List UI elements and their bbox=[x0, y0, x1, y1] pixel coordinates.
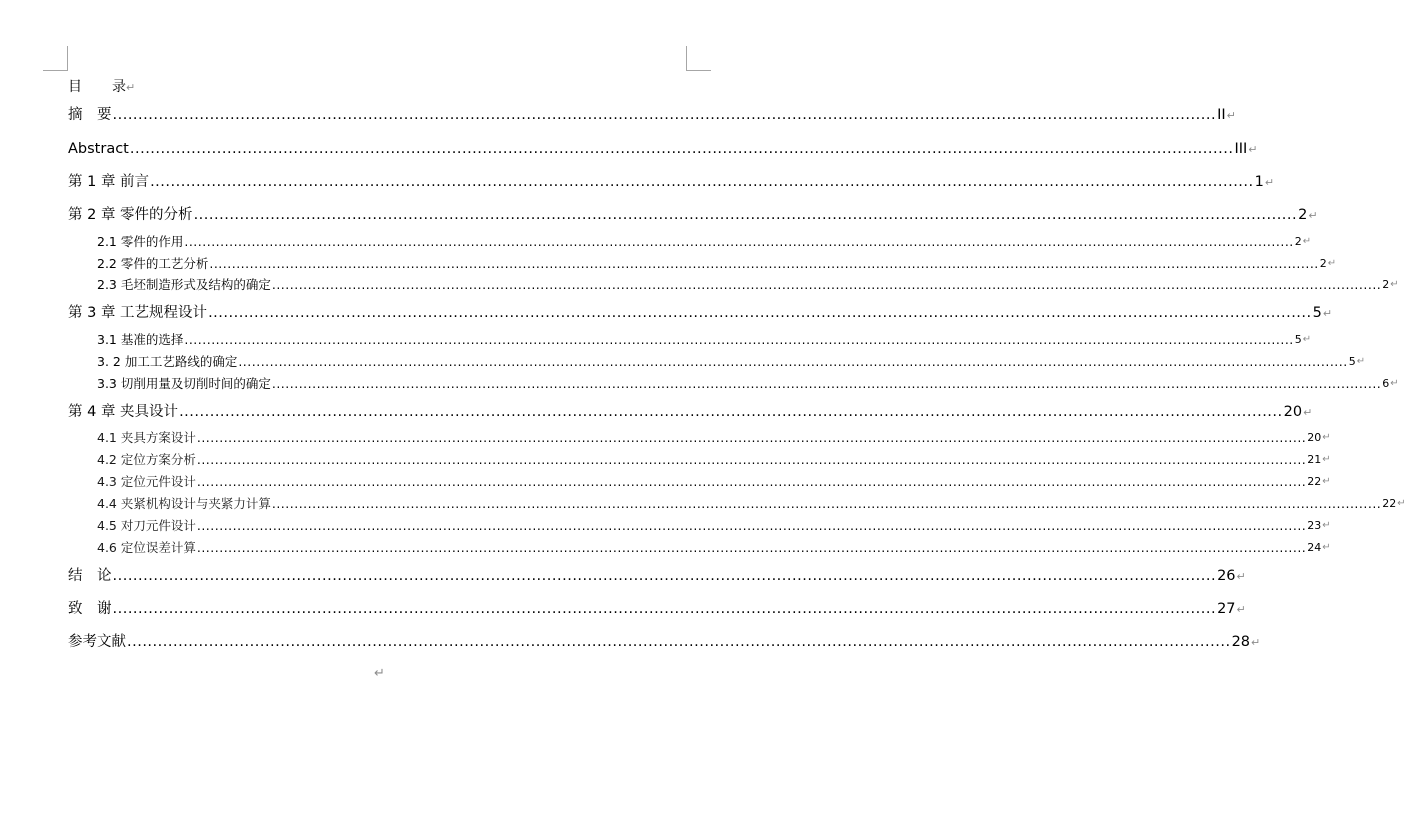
toc-entry-label: 4.4 夹紧机构设计与夹紧力计算 bbox=[97, 496, 271, 511]
dot-leader: ........................................................................................................................................................................................................................................................ bbox=[196, 540, 1307, 555]
toc-entry-page: III bbox=[1234, 141, 1248, 157]
paragraph-mark-icon: ↵ bbox=[1322, 476, 1331, 487]
toc-entry-label: 摘 要 bbox=[68, 107, 112, 123]
toc-entry-page: 20 bbox=[1307, 431, 1322, 444]
toc-entry-label: 3.1 基准的选择 bbox=[97, 332, 184, 347]
toc-entry-4-1[interactable] bbox=[97, 430, 1331, 446]
dot-leader: ........................................................................................................................................................................................................................ bbox=[112, 107, 1217, 123]
paragraph-mark-icon: ↵ bbox=[1327, 258, 1337, 269]
dot-leader: ........................................................................................................................................................................................................................................................ bbox=[196, 474, 1307, 489]
crop-mark-top-right bbox=[686, 46, 711, 71]
toc-entry-acknowledgements[interactable] bbox=[68, 600, 1246, 619]
toc-title-left: 目 bbox=[68, 79, 82, 95]
toc-entry-page: 22 bbox=[1382, 497, 1397, 510]
toc-entry-label: 3. 2 加工工艺路线的确定 bbox=[97, 354, 238, 369]
toc-entry-label: 第 3 章 工艺规程设计 bbox=[68, 305, 208, 321]
toc-entry-page: 5 bbox=[1348, 355, 1356, 368]
toc-entry-page: 27 bbox=[1217, 601, 1236, 617]
toc-title-right: 录 bbox=[112, 79, 126, 95]
toc-entry-page: 2 bbox=[1298, 207, 1308, 223]
dot-leader: ........................................................................................................................................................................................................................ bbox=[127, 634, 1231, 650]
dot-leader: ........................................................................................................................................................................................................................................................ bbox=[196, 430, 1307, 445]
toc-entry-page: 24 bbox=[1307, 541, 1322, 554]
toc-entry-3-1[interactable] bbox=[97, 332, 1312, 348]
dot-leader: ........................................................................................................................................................................................................................................................ bbox=[209, 256, 1319, 271]
dot-leader: ........................................................................................................................................................................................................................ bbox=[129, 141, 1234, 157]
paragraph-mark-icon: ↵ bbox=[1236, 603, 1246, 616]
dot-leader: ........................................................................................................................................................................................................................ bbox=[208, 305, 1312, 321]
toc-entry-4-5[interactable] bbox=[97, 518, 1331, 534]
toc-entry-page: 5 bbox=[1312, 305, 1322, 321]
paragraph-mark-icon: ↵ bbox=[1390, 279, 1399, 290]
toc-title bbox=[68, 78, 135, 97]
toc-entry-label: 结 论 bbox=[68, 568, 112, 584]
toc-entry-label: Abstract bbox=[68, 141, 129, 157]
paragraph-mark-icon: ↵ bbox=[1397, 498, 1406, 509]
toc-entry-abstract-cn[interactable] bbox=[68, 106, 1236, 125]
paragraph-mark-icon: ↵ bbox=[1226, 109, 1236, 122]
toc-entry-label: 3.3 切削用量及切削时间的确定 bbox=[97, 376, 271, 391]
toc-entry-label: 第 2 章 零件的分析 bbox=[68, 207, 193, 223]
dot-leader: ........................................................................................................................................................................................................................ bbox=[193, 207, 1298, 223]
dot-leader: ........................................................................................................................................................................................................................................................ bbox=[184, 332, 1294, 347]
toc-entry-label: 2.3 毛坯制造形式及结构的确定 bbox=[97, 277, 271, 292]
toc-entry-chapter-1[interactable] bbox=[68, 173, 1275, 192]
toc-entry-4-3[interactable] bbox=[97, 474, 1331, 490]
dot-leader: ........................................................................................................................................................................................................................ bbox=[179, 404, 1283, 420]
paragraph-mark-icon: ↵ bbox=[1322, 307, 1333, 320]
paragraph-mark-icon: ↵ bbox=[374, 666, 385, 681]
dot-leader: ........................................................................................................................................................................................................................................................ bbox=[271, 376, 1382, 391]
toc-entry-4-6[interactable] bbox=[97, 540, 1331, 556]
toc-entry-label: 第 1 章 前言 bbox=[68, 174, 150, 190]
dot-leader: ........................................................................................................................................................................................................................ bbox=[150, 174, 1254, 190]
toc-entry-label: 4.2 定位方案分析 bbox=[97, 452, 196, 467]
toc-entry-label: 4.6 定位误差计算 bbox=[97, 540, 196, 555]
toc-entry-label: 2.1 零件的作用 bbox=[97, 234, 184, 249]
toc-entry-label: 参考文献 bbox=[68, 634, 126, 650]
dot-leader: ........................................................................................................................................................................................................................................................ bbox=[238, 354, 1348, 369]
dot-leader: ........................................................................................................................................................................................................................ bbox=[112, 568, 1217, 584]
toc-entry-page: 2 bbox=[1319, 257, 1327, 270]
toc-entry-chapter-3[interactable] bbox=[68, 304, 1333, 323]
toc-entry-label: 第 4 章 夹具设计 bbox=[68, 404, 179, 420]
dot-leader: ........................................................................................................................................................................................................................................................ bbox=[271, 277, 1382, 292]
toc-entry-page: 6 bbox=[1382, 377, 1390, 390]
paragraph-mark-icon: ↵ bbox=[1236, 570, 1246, 583]
toc-entry-4-2[interactable] bbox=[97, 452, 1331, 468]
paragraph-mark-icon: ↵ bbox=[1303, 406, 1313, 419]
toc-entry-page: 22 bbox=[1307, 475, 1322, 488]
toc-entry-3-2[interactable] bbox=[97, 354, 1366, 370]
toc-entry-label: 致 谢 bbox=[68, 601, 112, 617]
paragraph-mark-icon: ↵ bbox=[1322, 432, 1331, 443]
paragraph-mark-icon: ↵ bbox=[126, 81, 136, 94]
toc-entry-conclusion[interactable] bbox=[68, 567, 1246, 586]
paragraph-mark-icon: ↵ bbox=[1356, 356, 1366, 367]
toc-entry-label: 2.2 零件的工艺分析 bbox=[97, 256, 209, 271]
toc-entry-page: 28 bbox=[1231, 634, 1251, 650]
paragraph-mark-icon: ↵ bbox=[1322, 454, 1331, 465]
paragraph-mark-icon: ↵ bbox=[1322, 542, 1331, 553]
paragraph-mark-icon: ↵ bbox=[1264, 176, 1275, 189]
toc-entry-references[interactable] bbox=[68, 633, 1261, 652]
toc-entry-label: 4.5 对刀元件设计 bbox=[97, 518, 196, 533]
crop-mark-top-left bbox=[43, 46, 68, 71]
paragraph-mark-icon: ↵ bbox=[1248, 143, 1258, 156]
toc-entry-chapter-4[interactable] bbox=[68, 403, 1313, 422]
dot-leader: ........................................................................................................................................................................................................................................................ bbox=[196, 518, 1307, 533]
toc-entry-label: 4.3 定位元件设计 bbox=[97, 474, 196, 489]
toc-entry-page: 2 bbox=[1382, 278, 1390, 291]
toc-entry-3-3[interactable] bbox=[97, 376, 1399, 392]
toc-entry-page: 26 bbox=[1217, 568, 1236, 584]
toc-entry-2-1[interactable] bbox=[97, 234, 1312, 250]
toc-entry-2-3[interactable] bbox=[97, 277, 1399, 293]
toc-entry-4-4[interactable] bbox=[97, 496, 1406, 512]
toc-entry-page: 21 bbox=[1307, 453, 1322, 466]
toc-entry-page: 23 bbox=[1307, 519, 1322, 532]
toc-entry-abstract[interactable] bbox=[68, 140, 1258, 159]
paragraph-mark-icon: ↵ bbox=[1308, 209, 1318, 222]
toc-entry-label: 4.1 夹具方案设计 bbox=[97, 430, 196, 445]
toc-entry-page: II bbox=[1217, 107, 1226, 123]
dot-leader: ........................................................................................................................................................................................................................ bbox=[112, 601, 1217, 617]
paragraph-mark-icon: ↵ bbox=[1322, 520, 1331, 531]
toc-entry-page: 1 bbox=[1254, 174, 1264, 190]
toc-entry-2-2[interactable] bbox=[97, 256, 1337, 272]
paragraph-mark-icon: ↵ bbox=[1302, 236, 1312, 247]
toc-entry-page: 5 bbox=[1294, 333, 1302, 346]
dot-leader: ........................................................................................................................................................................................................................................................ bbox=[196, 452, 1307, 467]
dot-leader: ........................................................................................................................................................................................................................................................ bbox=[184, 234, 1294, 249]
toc-entry-page: 2 bbox=[1294, 235, 1302, 248]
paragraph-mark-icon: ↵ bbox=[1302, 334, 1312, 345]
toc-entry-chapter-2[interactable] bbox=[68, 206, 1318, 225]
paragraph-mark-icon: ↵ bbox=[1251, 636, 1261, 649]
toc-entry-page: 20 bbox=[1283, 404, 1303, 420]
paragraph-mark-icon: ↵ bbox=[1390, 378, 1399, 389]
dot-leader: ........................................................................................................................................................................................................................................................ bbox=[271, 496, 1382, 511]
